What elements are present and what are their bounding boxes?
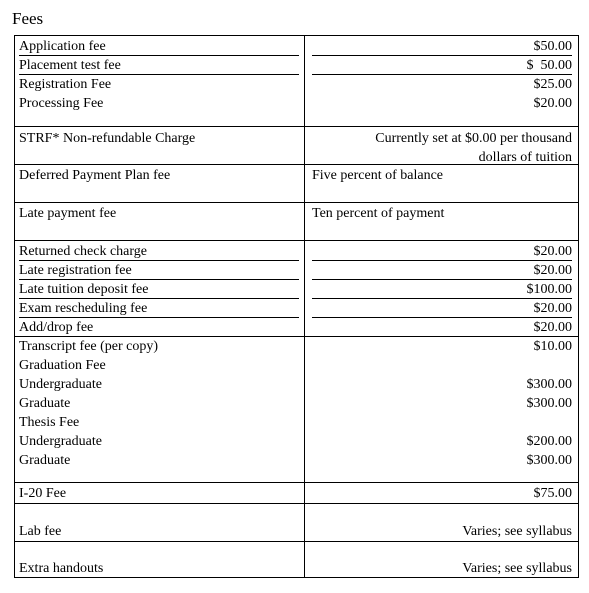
fee-amount: $100.00 bbox=[312, 280, 572, 299]
table-row bbox=[15, 336, 578, 482]
fee-amount: Currently set at $0.00 per thousand dollars of tuition bbox=[375, 131, 572, 165]
fee-label: Late payment fee bbox=[19, 206, 117, 221]
fee-amount: $50.00 bbox=[312, 37, 572, 56]
fee-label: Lab fee bbox=[19, 524, 62, 539]
fee-label: STRF* Non-refundable Charge bbox=[19, 131, 196, 146]
fee-amount: $20.00 bbox=[312, 299, 572, 318]
fee-label: Thesis Fee bbox=[19, 415, 80, 430]
table-row bbox=[15, 541, 578, 578]
fee-label: Registration Fee bbox=[19, 77, 112, 92]
fee-label: Transcript fee (per copy) bbox=[19, 339, 159, 354]
fee-label: Extra handouts bbox=[19, 561, 104, 576]
fee-amount: $20.00 bbox=[533, 96, 572, 111]
fee-label: Graduate bbox=[19, 453, 71, 468]
fee-amount bbox=[312, 413, 572, 432]
fee-amount: Ten percent of payment bbox=[312, 206, 445, 221]
table-row bbox=[15, 35, 578, 126]
fee-label: Undergraduate bbox=[19, 377, 102, 392]
fee-amount: $20.00 bbox=[312, 242, 572, 261]
table-row bbox=[15, 164, 578, 202]
fee-amount: $ 50.00 bbox=[312, 56, 572, 75]
table-row bbox=[15, 482, 578, 503]
fee-label: Returned check charge bbox=[19, 242, 299, 261]
fee-label: Placement test fee bbox=[19, 56, 299, 75]
fee-amount: $75.00 bbox=[533, 486, 572, 501]
fee-label: Late tuition deposit fee bbox=[19, 280, 299, 299]
fee-amount: Five percent of balance bbox=[312, 168, 443, 183]
fee-amount: $200.00 bbox=[526, 434, 572, 449]
fee-amount: $300.00 bbox=[526, 396, 572, 411]
table-row bbox=[15, 503, 578, 541]
fee-amount: Varies; see syllabus bbox=[462, 561, 572, 576]
fee-label: Graduate bbox=[19, 396, 71, 411]
fee-amount: $10.00 bbox=[533, 339, 572, 354]
fee-amount: Varies; see syllabus bbox=[462, 524, 572, 539]
fee-label: Undergraduate bbox=[19, 434, 102, 449]
fee-amount: $25.00 bbox=[533, 77, 572, 92]
fee-amount: $20.00 bbox=[312, 261, 572, 280]
fee-label: Deferred Payment Plan fee bbox=[19, 168, 171, 183]
table-row bbox=[15, 126, 578, 164]
table-row bbox=[15, 240, 578, 336]
fee-amount: $300.00 bbox=[526, 377, 572, 392]
fees-table bbox=[14, 35, 579, 578]
table-row bbox=[15, 202, 578, 240]
fee-amount bbox=[312, 356, 572, 375]
fee-label: Exam rescheduling fee bbox=[19, 299, 299, 318]
fee-amount: $300.00 bbox=[526, 453, 572, 468]
fee-amount: $20.00 bbox=[533, 320, 572, 335]
fee-label: Graduation Fee bbox=[19, 358, 106, 373]
fee-label: Application fee bbox=[19, 37, 299, 56]
fee-label: I-20 Fee bbox=[19, 486, 67, 501]
fee-label: Late registration fee bbox=[19, 261, 299, 280]
fee-label: Add/drop fee bbox=[19, 320, 94, 335]
fee-label: Processing Fee bbox=[19, 96, 104, 111]
page-title: Fees bbox=[12, 9, 44, 28]
